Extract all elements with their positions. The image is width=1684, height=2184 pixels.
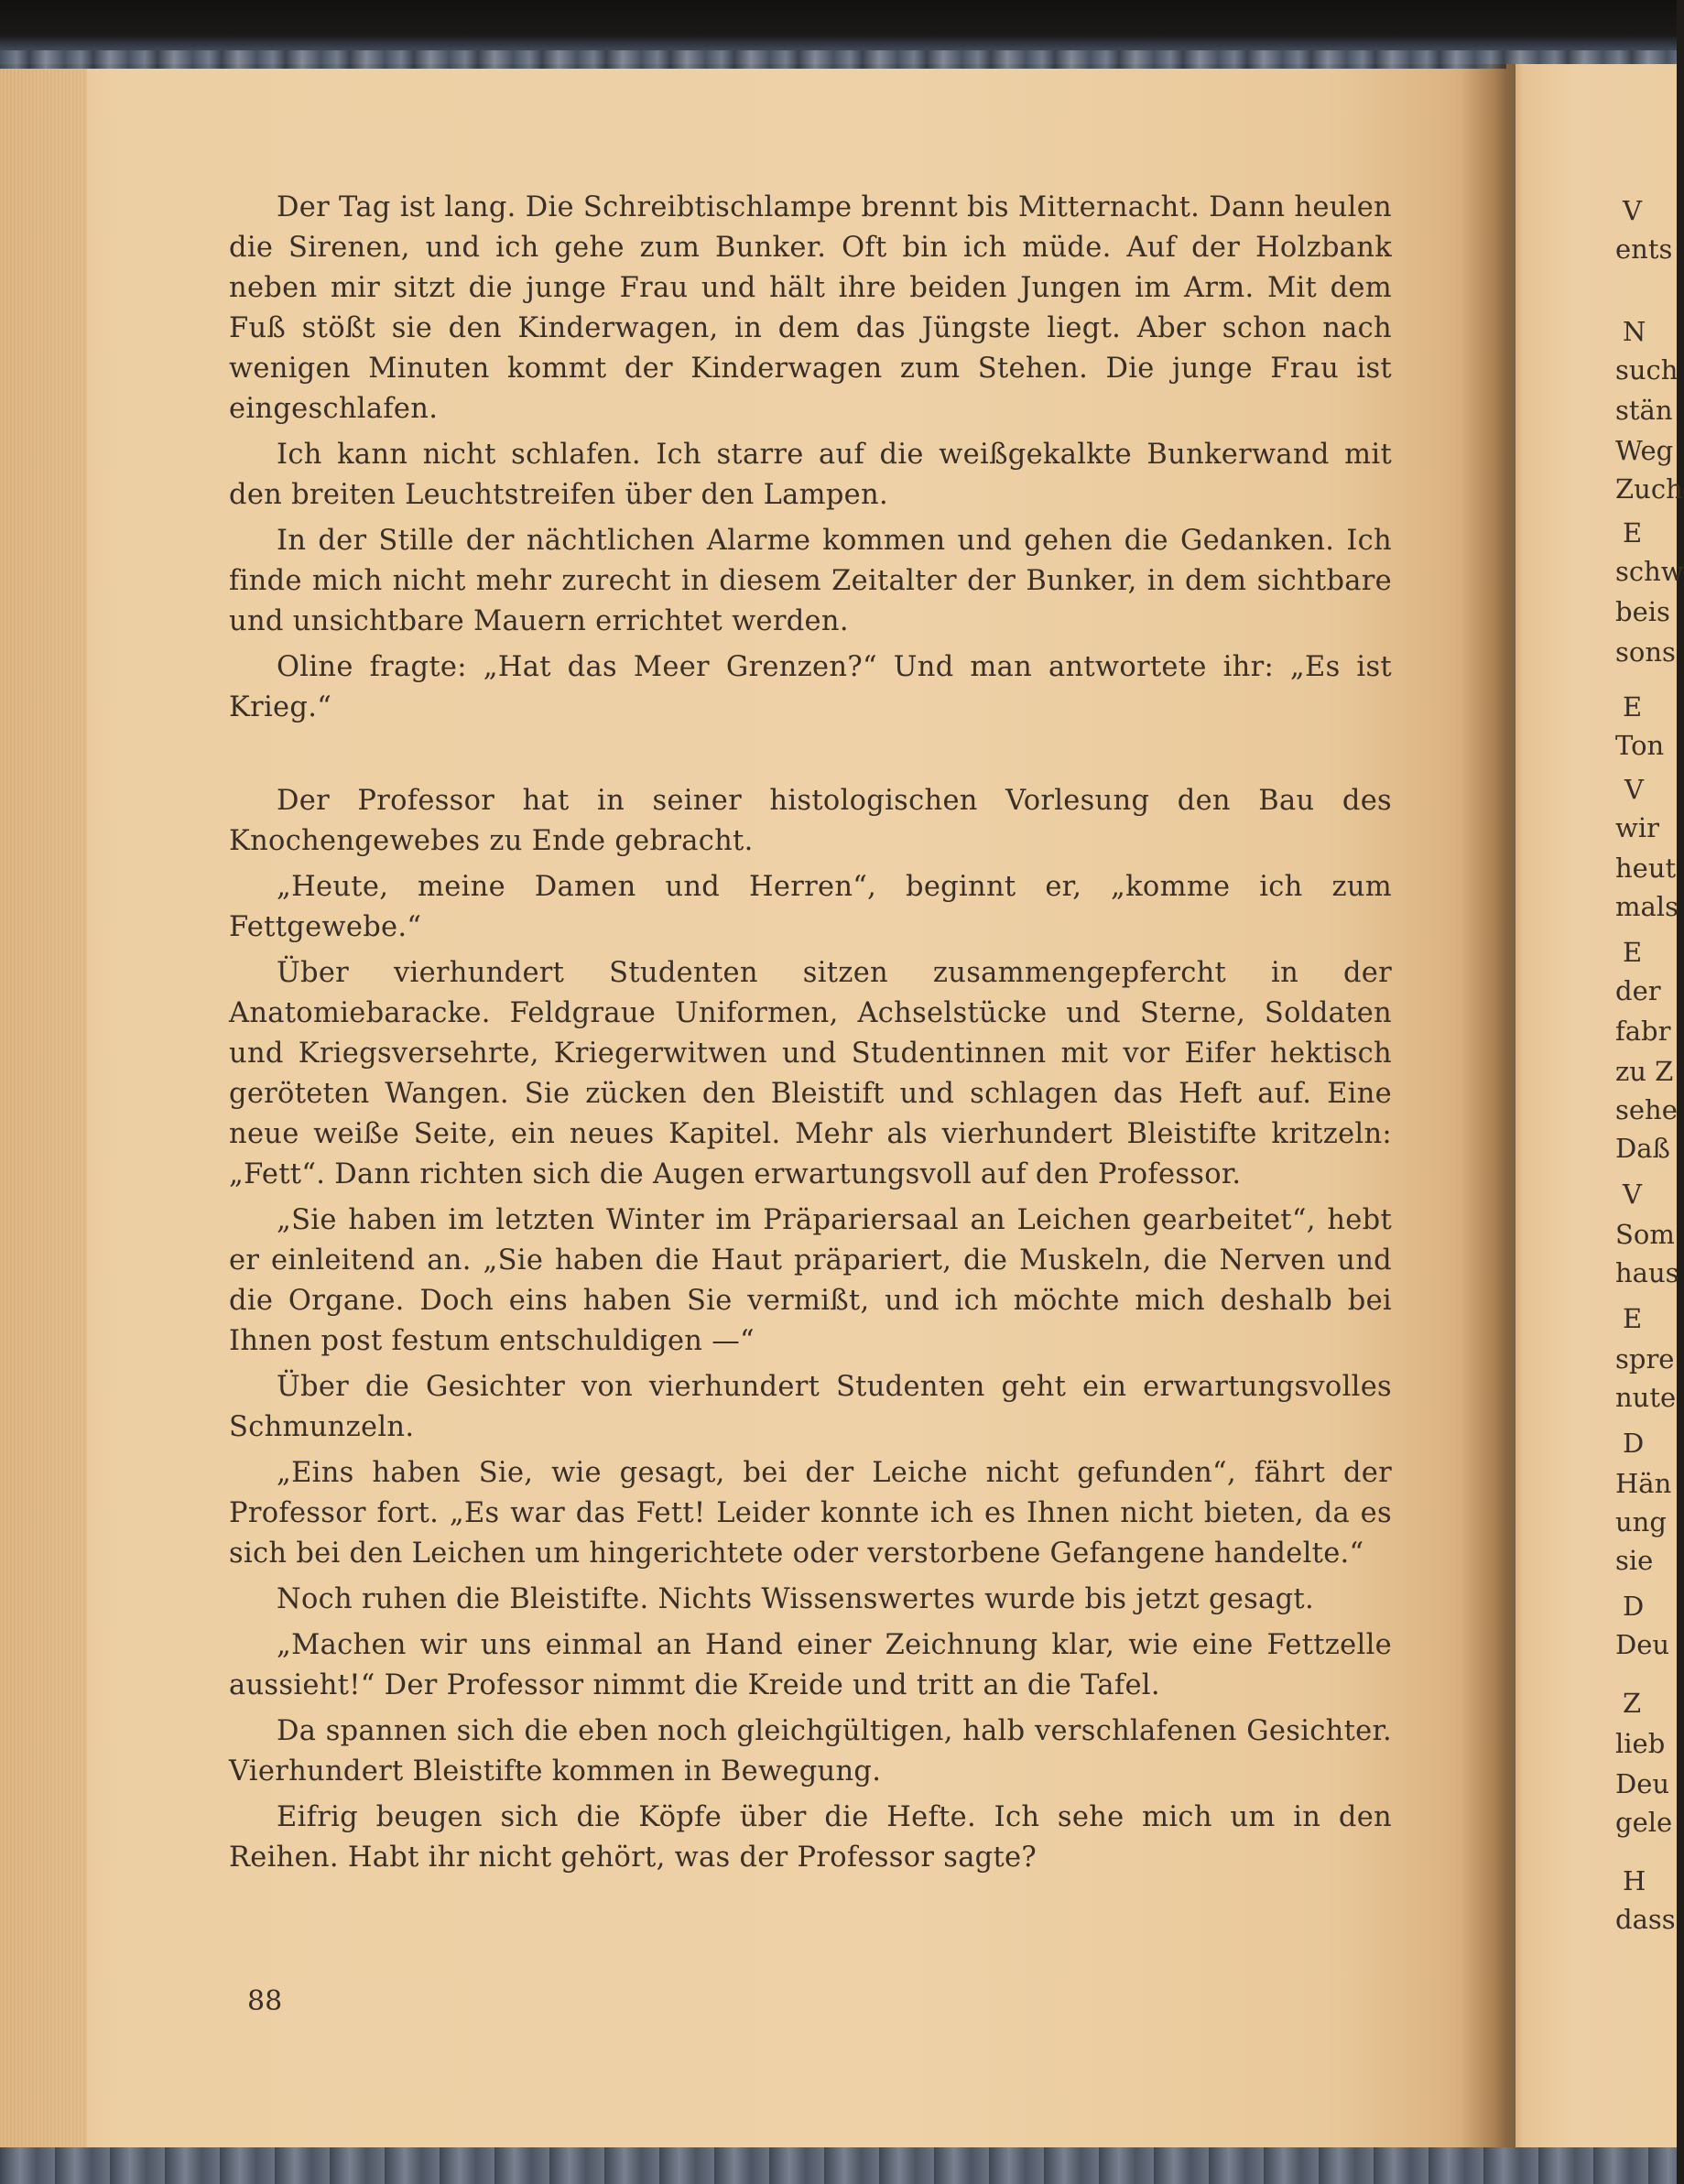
right-page-line-fragment: haus	[1615, 1257, 1679, 1288]
right-page-line-fragment: ents	[1615, 234, 1673, 265]
right-page-line-fragment: E	[1623, 937, 1643, 968]
right-page-line-fragment: gele	[1615, 1807, 1673, 1838]
right-page-line-fragment: ung	[1615, 1506, 1667, 1537]
right-page-line-fragment: E	[1623, 517, 1643, 549]
paragraph: Oline fragte: „Hat das Meer Grenzen?“ Und man antwortete ihr: „Es ist Krieg.“	[229, 651, 1392, 723]
paragraph: In der Stille der nächtlichen Alarme kommen und gehen die Gedanken. Ich finde mich nicht mehr zurecht in diesem Zeitalter der Bunker, in dem sichtbare und unsichtbare Mauern errichtet werden.	[229, 525, 1392, 637]
right-page-line-fragment: Zuch	[1615, 473, 1683, 505]
right-page-line-fragment: D	[1623, 1428, 1645, 1459]
right-page-line-fragment: Deu	[1615, 1629, 1670, 1660]
right-page-line-fragment: sons	[1615, 636, 1676, 668]
right-page-line-fragment: fabr	[1615, 1016, 1671, 1047]
page-edges-stack	[0, 69, 87, 2152]
paragraph: Über die Gesichter von vierhundert Studenten geht ein erwartungsvolles Schmunzeln.	[229, 1371, 1392, 1443]
paragraph: Über vierhundert Studenten sitzen zusammengepfercht in der Anatomiebaracke. Feldgraue Uniformen, Achselstücke und Sterne, Soldaten und Kriegsversehrte, Kriegerwitwen und Studentinnen mit vor Eifer hektisch geröteten Wangen. Sie zücken den Bleistift und schlagen das Heft auf. Eine neue weiße Seite, ein neues Kapitel. Mehr als vierhundert Bleistifte kritzeln: „Fett“. Dann richten sich die Augen erwartungsvoll auf den Professor.	[229, 957, 1392, 1190]
paragraph: „Eins haben Sie, wie gesagt, bei der Leiche nicht gefunden“, fährt der Professor fort. „Es war das Fett! Leider konnte ich es Ihnen nicht bieten, da es sich bei den Leichen um hingerichtete oder verstorbene Gefangene handelte.“	[229, 1457, 1392, 1570]
right-page-line-fragment: D	[1623, 1591, 1645, 1622]
paragraph: Da spannen sich die eben noch gleichgültigen, halb verschlafenen Gesichter. Vierhundert Bleistifte kommen in Bewegung.	[229, 1715, 1392, 1787]
right-page-line-fragment: Daß	[1615, 1133, 1670, 1164]
right-page-line-fragment: heut	[1615, 853, 1677, 884]
right-page-line-fragment: sie	[1615, 1545, 1654, 1576]
right-page-line-fragment: wir	[1615, 812, 1659, 843]
right-page-line-fragment: Hän	[1615, 1468, 1672, 1499]
right-page-line-fragment: V	[1623, 1179, 1642, 1210]
right-page-line-fragment: stän	[1615, 395, 1673, 426]
left-page-text	[229, 188, 1392, 1884]
right-page-line-fragment: Z	[1623, 1688, 1642, 1719]
paragraph: „Machen wir uns einmal an Hand einer Zeichnung klar, wie eine Fettzelle aussieht!“ Der Professor nimmt die Kreide und tritt an die Tafel.	[229, 1629, 1392, 1701]
section-break	[229, 733, 1392, 781]
paragraph: Der Tag ist lang. Die Schreibtischlampe brennt bis Mitternacht. Dann heulen die Sirenen, und ich gehe zum Bunker. Oft bin ich müde. Auf der Holzbank neben mir sitzt die junge Frau und hält ihre beiden Jungen im Arm. Mit dem Fuß stößt sie den Kinderwagen, in dem das Jüngste liegt. Aber schon nach wenigen Minuten kommt der Kinderwagen zum Stehen. Die junge Frau ist eingeschlafen.	[229, 191, 1392, 425]
book-cover-edge-bottom	[0, 2147, 1677, 2184]
right-page-line-fragment: E	[1623, 1303, 1643, 1334]
right-page-line-fragment: der	[1615, 975, 1661, 1006]
right-page-line-fragment: V	[1624, 774, 1644, 805]
paragraph: Eifrig beugen sich die Köpfe über die Hefte. Ich sehe mich um in den Reihen. Habt ihr nicht gehört, was der Professor sagte?	[229, 1801, 1392, 1874]
right-page-line-fragment: Ton	[1615, 730, 1665, 761]
right-page-line-fragment: zu Z	[1615, 1056, 1674, 1087]
right-page-line-fragment: schw	[1615, 556, 1684, 587]
right-page-line-fragment: mals	[1615, 891, 1679, 922]
paragraph: Noch ruhen die Bleistifte. Nichts Wissenswertes wurde bis jetzt gesagt.	[277, 1583, 1314, 1615]
right-page-line-fragment: E	[1623, 691, 1643, 723]
right-page-line-fragment: such	[1615, 354, 1679, 386]
paragraph: „Heute, meine Damen und Herren“, beginnt er, „komme ich zum Fettgewebe.“	[229, 871, 1392, 943]
right-page-line-fragment: H	[1623, 1865, 1646, 1896]
right-page-line-fragment: nute	[1615, 1382, 1677, 1413]
right-page-line-fragment: beis	[1615, 596, 1670, 627]
right-page-line-fragment: spre	[1615, 1343, 1675, 1375]
right-page-line-fragment: Weg	[1615, 435, 1674, 466]
paragraph: Ich kann nicht schlafen. Ich starre auf die weißgekalkte Bunkerwand mit den breiten Leuchtstreifen über den Lampen.	[229, 439, 1392, 511]
book-gutter	[1461, 64, 1516, 2152]
paragraph: „Sie haben im letzten Winter im Präpariersaal an Leichen gearbeitet“, hebt er einleitend an. „Sie haben die Haut präpariert, die Muskeln, die Nerven und die Organe. Doch eins haben Sie vermißt, und ich möchte mich deshalb bei Ihnen post festum entschuldigen —“	[229, 1204, 1392, 1357]
right-page-line-fragment: Deu	[1615, 1768, 1670, 1799]
right-page-line-fragment: sehe	[1615, 1094, 1678, 1125]
right-page-line-fragment: Som	[1615, 1219, 1675, 1250]
right-page-line-fragment: V	[1623, 195, 1642, 226]
right-page-line-fragment: dass	[1615, 1904, 1676, 1935]
right-page-line-fragment: N	[1623, 316, 1646, 347]
page-number: 88	[247, 1985, 283, 2017]
right-page-line-fragment: lieb	[1615, 1728, 1666, 1759]
paragraph: Der Professor hat in seiner histologischen Vorlesung den Bau des Knochengewebes zu Ende gebracht.	[229, 785, 1392, 857]
